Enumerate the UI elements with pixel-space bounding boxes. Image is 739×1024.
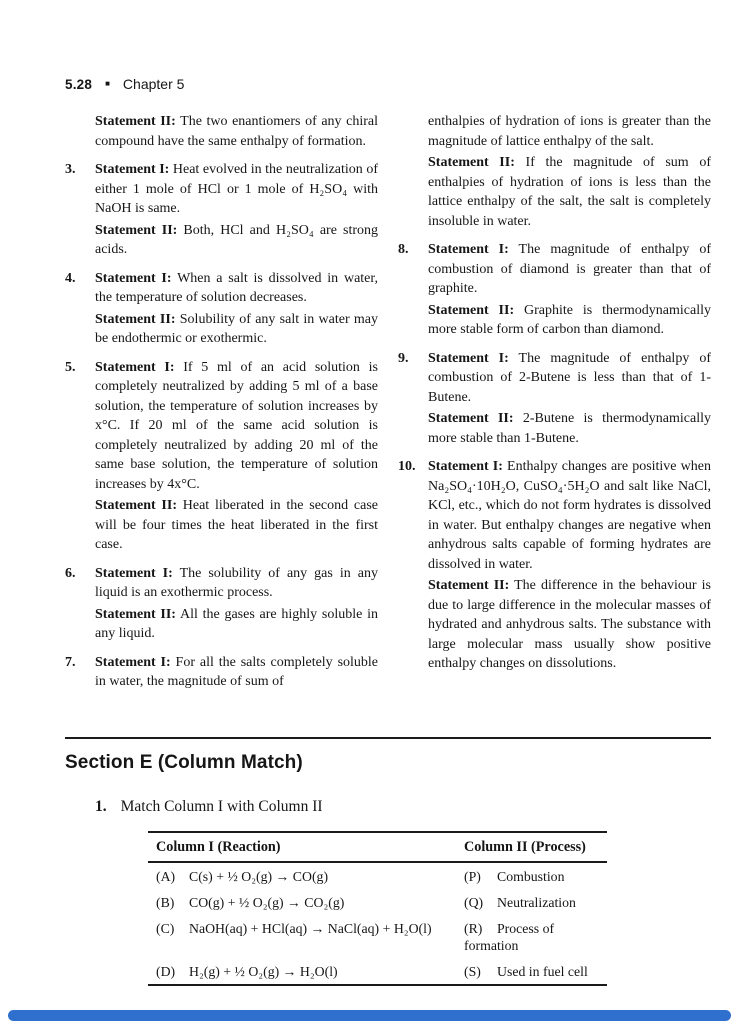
reaction-formula: C(s) + ½ O₂(g) → CO(g) — [189, 868, 329, 884]
statement-label: Statement I: — [428, 350, 509, 366]
question-item-9 — [398, 349, 711, 449]
statement-text: If the magnitude of sum of enthalpies of hydration of ions is less than the lattice enthalpy of the salt, the salt is completely insoluble in water. — [428, 155, 711, 229]
statement-label: Statement I: — [95, 565, 173, 581]
statement-paragraph — [428, 576, 711, 674]
process-text: Neutralization — [497, 894, 576, 910]
row-marker: (D) — [156, 963, 176, 979]
reaction-cell — [148, 862, 456, 889]
reaction-cell — [148, 889, 456, 915]
statement-text: 2-Butene is thermodynamically more stable than 1-Butene. — [428, 411, 711, 446]
statement-paragraph — [428, 301, 711, 340]
process-text: Used in fuel cell — [497, 963, 588, 979]
column-i-header: Column I (Reaction) — [148, 832, 456, 862]
statement-label: Statement I: — [428, 459, 503, 474]
column-ii-header: Column II (Process) — [456, 832, 607, 862]
row-marker: (S) — [464, 963, 481, 979]
statement-paragraph — [95, 605, 378, 644]
process-cell — [456, 915, 607, 958]
statement-text: Graphite is thermodynamically more stable form of carbon than diamond. — [428, 302, 711, 337]
question-item-7-continuation — [398, 112, 711, 231]
statement-text: For all the salts completely soluble in water, the magnitude of sum of — [95, 654, 379, 689]
statement-label: Statement II: — [428, 155, 515, 170]
statement-text: All the gases are highly soluble in any liquid. — [95, 606, 378, 641]
statement-label: Statement II: — [95, 114, 176, 129]
item-number: 10. — [398, 459, 416, 474]
statement-text: If 5 ml of an acid solution is completely neutralized by adding 5 ml of a base solution, the temperature of solution increases by x°C. If 20 ml of the same acid solution is completely neutralized by adding 20 ml of the same base solution, the temperature of solution increases by 4x°C. — [95, 359, 378, 492]
statement-paragraph — [95, 358, 378, 495]
item-number: 4. — [65, 270, 76, 286]
row-marker: (P) — [464, 868, 481, 884]
item-number: 9. — [398, 350, 409, 366]
reaction-cell — [148, 958, 456, 985]
row-marker: (Q) — [464, 894, 484, 910]
chapter-title: Chapter 5 — [122, 76, 185, 92]
statement-label: Statement II: — [95, 311, 176, 327]
item-number — [65, 112, 95, 151]
statement-text: Heat liberated in the second case will be four times the heat liberated in the first case. — [95, 498, 378, 552]
process-cell — [456, 889, 607, 915]
statement-label: Statement I: — [95, 359, 175, 375]
statement-paragraph — [428, 153, 711, 231]
item-number: 5. — [65, 359, 76, 375]
statement-text: The solubility of any gas in any liquid is an exothermic process. — [95, 565, 378, 600]
statement-paragraph — [95, 310, 378, 349]
item-number: 3. — [65, 162, 76, 177]
statement-paragraph — [95, 112, 378, 151]
statement-paragraph — [428, 409, 711, 448]
statement-paragraph — [428, 112, 711, 151]
statement-paragraph — [95, 221, 378, 260]
statement-paragraph — [95, 653, 378, 692]
question-number: 1. — [95, 798, 107, 815]
page-header — [65, 76, 184, 92]
row-marker: (B) — [156, 894, 175, 910]
question-item-10 — [398, 457, 711, 674]
statement-text: The difference in the behaviour is due to large difference in the molecular masses of hydrated and anhydrous salts. The substance with large molecular mass usually show positive enthalpy changes on dissolutions. — [428, 578, 711, 671]
page-edge-bar — [8, 1010, 731, 1021]
statement-paragraph — [95, 496, 378, 555]
statement-paragraph — [95, 160, 378, 219]
question-item-6 — [65, 564, 378, 644]
column-match-table — [148, 831, 607, 986]
table-row — [148, 862, 607, 889]
statement-text: Heat evolved in the neutralization of either 1 mole of HCl or 1 mole of H₂SO₄ with NaOH is same. — [95, 162, 378, 216]
table-row — [148, 915, 607, 958]
statement-text: The magnitude of enthalpy of combustion of 2-Butene is less than that of 1-Butene. — [428, 350, 711, 405]
statement-text: The two enantiomers of any chiral compound have the same enthalpy of formation. — [95, 114, 378, 149]
statement-label: Statement II: — [95, 606, 176, 622]
statement-text: Solubility of any salt in water may be endothermic or exothermic. — [95, 311, 379, 346]
section-divider — [65, 737, 711, 739]
question-text: Match Column I with Column II — [120, 798, 323, 815]
statement-text: Enthalpy changes are positive when Na₂SO₄·10H₂O, CuSO₄·5H₂O and salt like NaCl, KCl, etc., which do not form hydrates is dissolved in water. But enthalpy changes are negative when anhydrous salts capable of forming hydrates are dissolved in water. — [428, 459, 711, 572]
table-header-row — [148, 832, 607, 862]
item-number: 6. — [65, 565, 76, 581]
statement-paragraph — [95, 269, 378, 308]
question-item-4 — [65, 269, 378, 349]
question-item-7 — [65, 653, 378, 692]
row-marker: (A) — [156, 868, 176, 884]
statement-paragraph — [95, 564, 378, 603]
page-number: 5.28 — [65, 76, 93, 92]
section-title: Section E (Column Match) — [65, 752, 303, 773]
statement-label: Statement II: — [428, 411, 514, 426]
statement-label: Statement I: — [95, 270, 172, 286]
reaction-formula: CO(g) + ½ O₂(g) → CO₂(g) — [189, 894, 345, 910]
question-item-3 — [65, 160, 378, 260]
statement-label: Statement II: — [428, 578, 510, 593]
statement-text: Both, HCl and H₂SO₄ are strong acids. — [95, 222, 379, 257]
statement-paragraph — [428, 240, 711, 299]
statement-label: Statement I: — [95, 654, 171, 670]
question-item-5 — [65, 358, 378, 555]
statement-label: Statement II: — [428, 302, 515, 318]
statement-text: The magnitude of enthalpy of combustion of diamond is greater than that of graphite. — [428, 242, 711, 296]
statement-text: enthalpies of hydration of ions is greater than the magnitude of lattice enthalpy of the salt. — [428, 114, 711, 149]
statement-paragraph — [428, 349, 711, 408]
statement-continuation — [65, 112, 378, 151]
process-text: Process of formation — [464, 920, 555, 953]
square-bullet-icon: ■ — [105, 79, 110, 88]
statement-label: Statement I: — [428, 242, 509, 257]
item-number — [398, 112, 428, 231]
statement-paragraph — [428, 457, 711, 574]
process-cell — [456, 958, 607, 985]
reaction-formula: NaOH(aq) + HCl(aq) → NaCl(aq) + H₂O(l) — [189, 920, 432, 936]
table-row — [148, 958, 607, 985]
question-item-8 — [398, 240, 711, 340]
reaction-formula: H₂(g) + ½ O₂(g) → H₂O(l) — [189, 963, 338, 979]
row-marker: (C) — [156, 920, 175, 936]
reaction-cell — [148, 915, 456, 958]
process-text: Combustion — [497, 868, 565, 884]
statement-label: Statement I: — [95, 162, 170, 177]
statement-text: When a salt is dissolved in water, the temperature of solution decreases. — [95, 270, 378, 305]
item-number: 8. — [398, 242, 409, 257]
statement-label: Statement II: — [95, 222, 178, 238]
right-column — [398, 110, 711, 738]
match-question — [95, 798, 323, 816]
two-column-body — [65, 110, 711, 738]
item-number: 7. — [65, 654, 76, 670]
row-marker: (R) — [464, 920, 483, 936]
statement-label: Statement II: — [95, 498, 177, 513]
left-column — [65, 110, 378, 738]
table-row — [148, 889, 607, 915]
process-cell — [456, 862, 607, 889]
